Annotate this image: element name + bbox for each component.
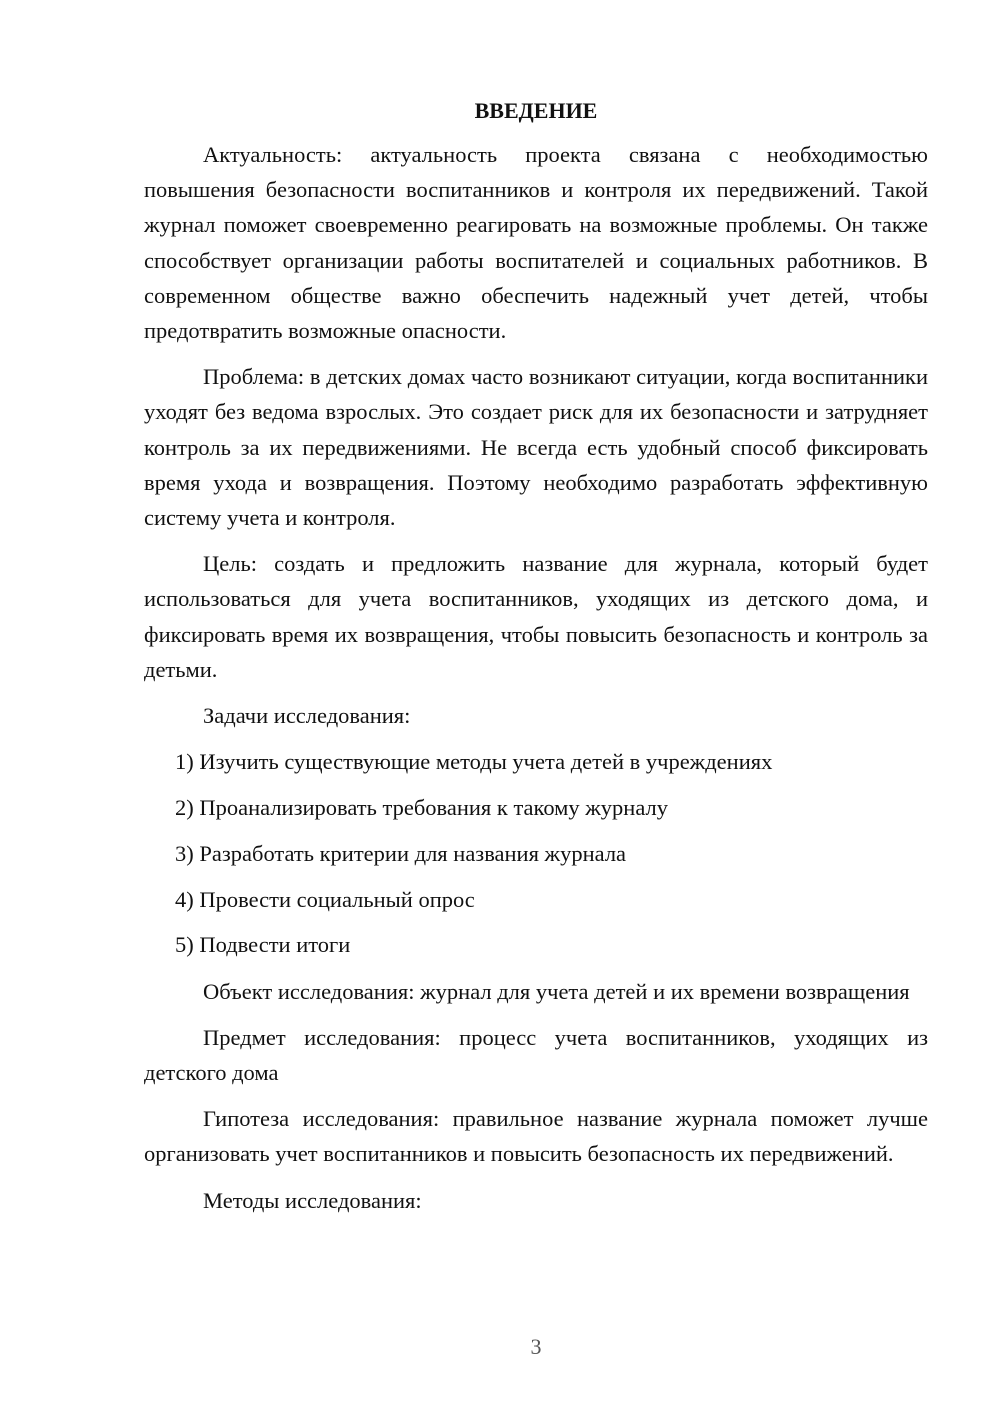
task-item: 3) Разработать критерии для названия журнала [175, 840, 627, 866]
paragraph-relevance: Актуальность: актуальность проекта связана с необходимостью повышения безопасности воспитанников и контроля их передвижений. Такой журнал поможет своевременно реагировать на возможные проблемы. Он также способствует организации работы воспитателей и социальных работников. В современном обществе важно обеспечить надежный учет детей, чтобы предотвратить возможные опасности. [144, 142, 928, 344]
paragraph-subject: Предмет исследования: процесс учета воспитанников, уходящих из детского дома [144, 1024, 928, 1086]
paragraph-goal: Цель: создать и предложить название для журнала, который будет использоваться для учета воспитанников, уходящих из детского дома, и фиксировать время их возвращения, чтобы повысить безопасность и контроль за детьми. [144, 551, 928, 682]
page-content [144, 96, 928, 1229]
section-title: ВВЕДЕНИЕ [474, 98, 598, 123]
task-item: 5) Подвести итоги [175, 932, 351, 958]
task-item: 4) Провести социальный опрос [175, 886, 475, 912]
task-item: 1) Изучить существующие методы учета детей в учреждениях [175, 749, 773, 775]
paragraph-hypothesis: Гипотеза исследования: правильное название журнала поможет лучше организовать учет воспитанников и повысить безопасность их передвижений. [144, 1106, 928, 1167]
tasks-list [144, 744, 928, 962]
paragraph-object: Объект исследования: журнал для учета детей и их времени возвращения [203, 978, 910, 1004]
tasks-heading: Задачи исследования: [203, 703, 411, 729]
paragraph-problem: Проблема: в детских домах часто возникают ситуации, когда воспитанники уходят без ведома взрослых. Это создает риск для их безопасности и затрудняет контроль за их передвижениями. Не всегда есть удобный способ фиксировать время ухода и возвращения. Поэтому необходимо разработать эффективную систему учета и контроля. [144, 364, 928, 531]
task-item: 2) Проанализировать требования к такому журналу [175, 795, 669, 821]
page-number: 3 [530, 1334, 542, 1359]
methods-heading: Методы исследования: [203, 1187, 422, 1213]
